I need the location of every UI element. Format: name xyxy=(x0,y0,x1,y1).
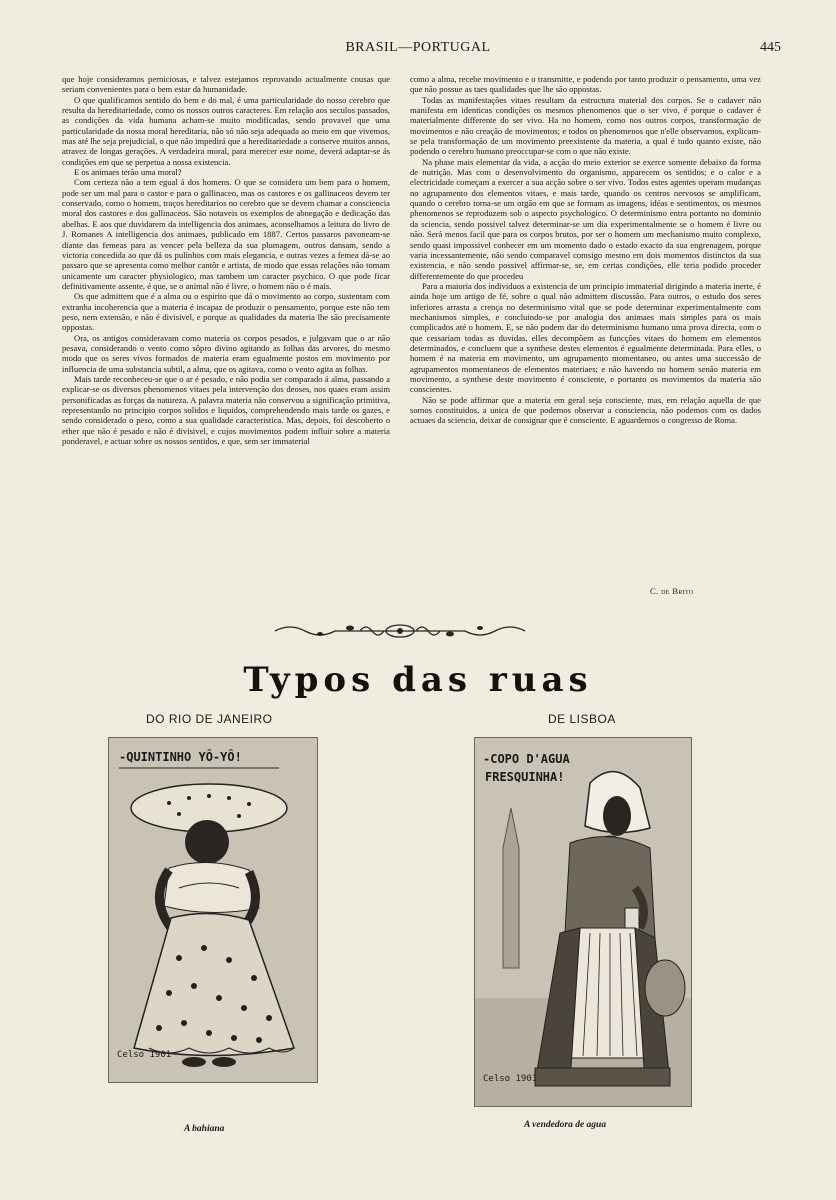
paragraph: Os que admittem que é a alma ou o espirito que dá o movimento ao corpo, sustentam com extranha incoherencia que a materia é incapaz de produzir o pensamento, porque este não tem peso, nem extensão, e não é divisivel, e porque as qualidades da materia lhe são precisamente oppostas. xyxy=(62,291,390,333)
vendedora-figure-icon xyxy=(475,738,691,1106)
speech-text: -QUINTINHO YÔ-YÔ! xyxy=(119,750,242,764)
paragraph: E os animaes terão uma moral? xyxy=(74,167,182,178)
subhead-rio: DO RIO DE JANEIRO xyxy=(146,712,273,726)
running-title: BRASIL—PORTUGAL xyxy=(345,40,491,55)
illustration-bahiana xyxy=(108,737,318,1083)
paragraph: que hoje consideramos perniciosas, e talvez estejamos reprovando actualmente cousas que seriam convenientes para o bem estar da humanidade. xyxy=(62,74,390,95)
paragraph: Com certeza não a tem egual á dos homens. O que se considera um bem para o homem, pode ser um mal para o castor e para o gallinaceo, mas os castores e os gallinaceos devem ter conservado, como o homem, traços hereditarios no cerebro que se devem chamar a consciencia moral dos castores e dos gallinaceos. São notaveis os exemplos de abnegação e dedicação das abelhas. E aos que duvidarem da intelligencia dos animaes, aconselhamos a leitura do livro de J. Romanes A intelligencia dos animaes, publicado em 1887. Certos passaros pavoneam-se diante das femeas para as vencer pela belleza da sua plumagem, outros dansam, sendo a victoria concedida ao que dá os pulinhos com mais elegancia, e outras vezes a femea dá-se ao passaro que se apresenta como melhor cantôr e artista, de modo que essas relações não tomam unicamente um caracter physiologico, mas tambem um caracter psychico. O que pode ficar definitivamente assente, é que, se o animal não é livre, o homem não o é mais. xyxy=(62,177,390,291)
artist-signature: Celso 1901 xyxy=(483,1074,538,1084)
ornament-divider-icon xyxy=(270,620,530,642)
article-column-right xyxy=(410,74,761,604)
section-title: Typos das ruas xyxy=(243,660,593,700)
paragraph: Não se pode affirmar que a materia em geral seja consciente, mas, em relação aquella de que somos constituidos, a unica de que podemos observar a consciencia, não podemos com os dados actuaes da sciencia, deixar de consignar que é consciente. E aguardemos o congresso de Roma. xyxy=(410,394,761,426)
illustration-vendedora xyxy=(474,737,692,1107)
article-column-left xyxy=(62,74,390,598)
paragraph: Ora, os antigos consideravam como materia os corpos pesados, e julgavam que o ar não pesava, considerando o vento como sôpro divino agitando as folhas das arvores, do mesmo modo que os seres vivos formados de materia eram egualmente postos em movimento por influencia de uma substancia subtil, a alma, que os agitava, como o vento agita as folhas. xyxy=(62,332,390,374)
paragraph: Todas as manifestações vitaes resultam da estructura material dos corpos. Se o cadaver não manifesta em identicas condições os mesmos phenomenos que o ser vivo, é porque o cadaver é materialmente differente do ser vivo. Ha no homem, como nos outros corpos, transformação de movimentos e não creação de movimentos; e todos os phenomenos que n'elle observamos, explicam-se pela transformação de um movimento preexistente da materia, a qual é tudo quanto existe, não podendo o cerebro humano preoccupar-se com o que não existe. xyxy=(410,94,761,157)
paragraph: Na phase mais elementar da vida, a acção do meio exterior se exerce somente debaixo da forma de nutrição. Mas com o desenvolvimento do organismo, apparecem os sentidos; e o calor e a electricidade começam a exercer a sua acção sobre o ser vivo. Todos estes agentes operam mudanças no agrupamento dos elementos vitaes, e mais tarde, quando os centros nervosos se amplificam, quando o cerebro torna-se um orgão em que se formam as imagens, idéas e sentimentos, os mesmos phenomenos se reproduzem sob o aspecto psychologico. O determinismo entra portanto no dominio da sciencia, sendo possivel talvez determinar-se um dia experimentalmente se o homem é livre ou não. Será menos facil que para os corpos brutos, por ser o homem um mechanismo muito complexo, sendo quasi impossivel conhecer em um momento dado o estado exacto da sua engrenagem, porque varia incessantemente, não sendo comparavel comsigo mesmo em dois momentos distinctos da sua existencia, e não sendo possivel affirmar-se, se, em certas condições, elle teria podido proceder differentemente do que procedeu xyxy=(410,156,761,281)
speech-text-line1: -COPO D'AGUA xyxy=(483,752,570,766)
paragraph: Mais tarde reconheceu-se que o ar é pesado, e não podia ser comparado á alma, passando a explicar-se os diversos phenomenos vitaes pela intervenção dos deoses, nos quaes eram assim personificadas as forças da natureza. A palavra materia não conservou a significação primitiva, representando no principio corpos solidos e liquidos, comprehendendo mais tarde os gazes, e sendo considerado o peso, como a sua qualidade caracteristica. Mas, depois, foi descoberto o ether que não é pesado e não é divisivel, e cujos movimentos podem influir sobre a materia ponderavel, e actuar sobre os nossos sentidos, e que, sem ser immaterial xyxy=(62,373,390,447)
paragraph: O que qualificamos sentido do bem e do mal, é uma particularidade do nosso cerebro que resulta da hereditariedade, como os nossos outros caracteres. Em relação aos seculos passados, as condições da vida humana acham-se muito modificadas, sendo provavel que uma particularidade da nossa moral hereditaria, não só não seja adequada ao meio em que vivemos, mas até lhe seja prejudicial, o que não impedirá que a hereditariedade a conserve muitos annos, atravez de longas gerações. A verdadeira moral, para merecer este nome, deverá adaptar-se ás condições em que se perpetua a nossa existencia. xyxy=(62,94,390,167)
author-signature: C. de Brito xyxy=(650,586,694,596)
paragraph: Para a maioria dos individuos a existencia de um principio immaterial dirigindo a materia inerte, é ainda hoje um artigo de fé, sobre o qual não admittem discussão. Para outros, o estudo dos seres inferiores arrasta a crença no determinismo vital que se pode determinar experimentalmente com mechanismos simples, e concluindo-se por analogia dos animaes mais simples para os mais complicados até o homem. E, se não podem dar do determinismo humano uma prova directa, com o que cessariam todas as duvidas, elles decompõem as funcções vitaes do homem em elementos determinados, e concluem que a synthese destes elementos é egualmente determinada. Para elles, o homem é na materia em movimento, um agrupamento momentaneo, ou antes uma successão de agrupamentos momentaneos de elementos materiaes; e não havendo no homem senão materia em movimento, a synthese deste movimento é consciente, e portanto os movimentos da materia são conscientes. xyxy=(410,280,761,395)
bahiana-figure-icon xyxy=(109,738,317,1082)
speech-text-line2: FRESQUINHA! xyxy=(485,770,565,784)
artist-signature: Celso 1901 xyxy=(117,1050,172,1060)
subhead-lisboa: DE LISBOA xyxy=(548,712,616,726)
caption-bahiana: A bahiana xyxy=(184,1124,225,1134)
caption-vendedora: A vendedora de agua xyxy=(524,1120,607,1130)
paragraph: como a alma, recebe movimento e o transmitte, e podendo por tanto produzir o pensamento, uma vez que não possue as taes qualidades que lhe são oppostas. xyxy=(410,74,761,95)
page-number: 445 xyxy=(760,40,781,55)
